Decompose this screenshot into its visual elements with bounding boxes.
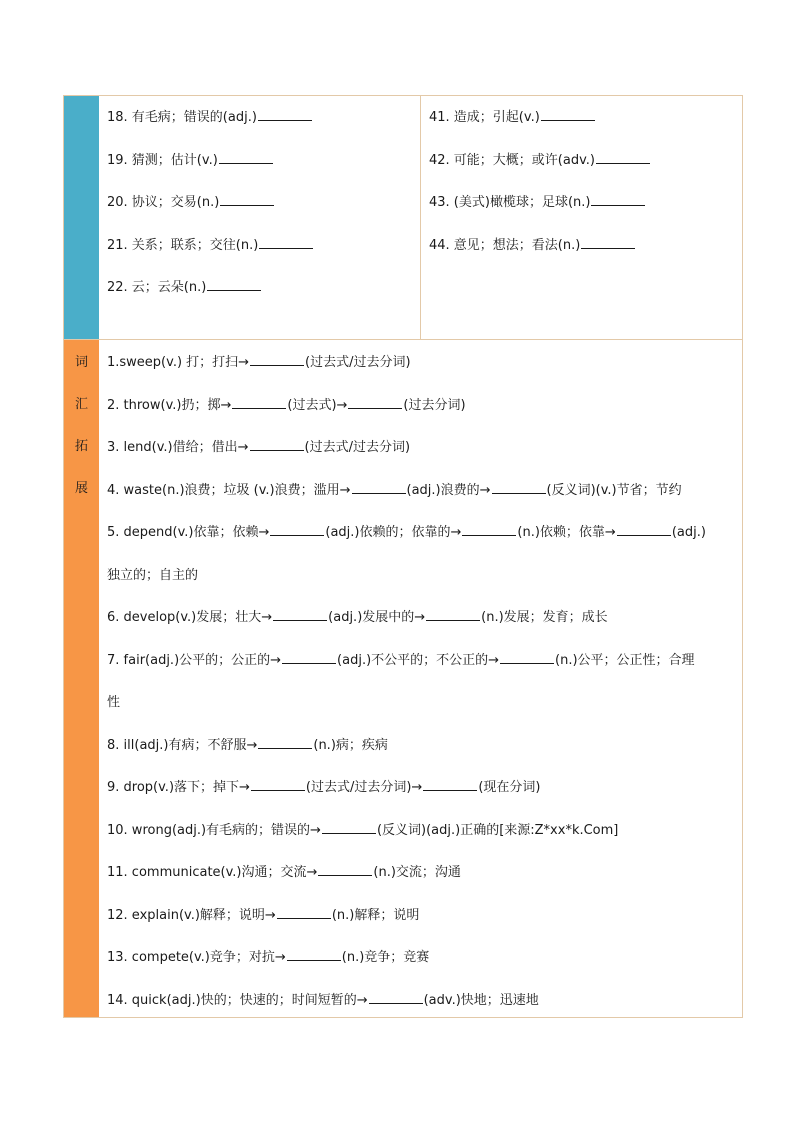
expansion-text: (n.)交流；沟通 xyxy=(373,865,461,880)
answer-blank[interactable] xyxy=(617,523,671,536)
answer-blank[interactable] xyxy=(318,863,372,876)
answer-blank[interactable] xyxy=(369,991,423,1004)
vocab-item xyxy=(429,225,742,268)
expansion-text: (过去式/过去分词) xyxy=(305,355,411,370)
expansion-text: 1.sweep(v.) 打；打扫→ xyxy=(107,355,250,370)
answer-blank[interactable] xyxy=(541,108,595,121)
expansion-text: 13. compete(v.)竞争；对抗→ xyxy=(107,950,286,965)
answer-blank[interactable] xyxy=(258,108,312,121)
expansion-text: (n.)病；疾病 xyxy=(313,737,388,753)
expansion-text: (现在分词) xyxy=(478,780,541,795)
vocab-item-text: 18. 有毛病；错误的(adj.) xyxy=(107,110,257,125)
vocab-item-text: 20. 协议；交易(n.) xyxy=(107,195,220,210)
answer-blank[interactable] xyxy=(219,151,273,164)
vocab-item xyxy=(107,267,420,310)
expansion-text: (过去式/过去分词)→ xyxy=(305,780,423,795)
vocab-item xyxy=(107,140,420,183)
answer-blank[interactable] xyxy=(581,236,635,249)
answer-blank[interactable] xyxy=(352,481,406,494)
expansion-text: 3. lend(v.)借给；借出→ xyxy=(107,440,249,455)
answer-blank[interactable] xyxy=(258,736,312,749)
expansion-line xyxy=(107,512,734,555)
vocab-item-text: 43. (美式)橄榄球；足球(n.) xyxy=(429,195,591,210)
expansion-row xyxy=(63,340,743,1018)
expansion-text: 性 xyxy=(107,695,121,710)
vocab-left-column xyxy=(99,96,420,339)
answer-blank[interactable] xyxy=(426,608,480,621)
expansion-list xyxy=(99,340,742,1017)
answer-blank[interactable] xyxy=(259,236,313,249)
answer-blank[interactable] xyxy=(270,523,324,536)
vocab-item-text: 21. 关系；联系；交往(n.) xyxy=(107,237,259,253)
expansion-text: (过去分词) xyxy=(403,397,466,413)
vocab-item-text: 22. 云；云朵(n.) xyxy=(107,280,207,295)
vocab-row xyxy=(63,95,743,340)
answer-blank[interactable] xyxy=(591,193,645,206)
expansion-text: (过去式/过去分词) xyxy=(304,440,411,455)
expansion-text: 14. quick(adj.)快的；快速的；时间短暂的→ xyxy=(107,992,368,1008)
section-label-vocab-expansion xyxy=(64,340,99,1017)
expansion-text: (过去式)→ xyxy=(287,397,348,413)
expansion-text: (n.)竞争；竞赛 xyxy=(341,950,430,965)
expansion-text: (adj.)依赖的；依靠的→ xyxy=(325,525,462,540)
answer-blank[interactable] xyxy=(207,278,261,291)
answer-blank[interactable] xyxy=(423,778,477,791)
expansion-text: 12. explain(v.)解释；说明→ xyxy=(107,907,276,923)
expansion-line xyxy=(107,555,734,598)
answer-blank[interactable] xyxy=(220,193,274,206)
vocab-item xyxy=(429,97,742,140)
answer-blank[interactable] xyxy=(596,151,650,164)
expansion-text: (n.)发展；发育；成长 xyxy=(481,610,608,625)
expansion-line xyxy=(107,597,734,640)
expansion-line xyxy=(107,980,734,1023)
expansion-text: (adj.)浪费的→ xyxy=(406,482,491,498)
answer-blank[interactable] xyxy=(232,396,286,409)
expansion-line xyxy=(107,385,734,428)
expansion-line xyxy=(107,725,734,768)
expansion-text: (反义词)(adj.)正确的[来源:Z*xx*k.Com] xyxy=(376,822,619,838)
expansion-text: (adj.)发展中的→ xyxy=(328,610,426,625)
expansion-text: 5. depend(v.)依靠；依赖→ xyxy=(107,525,270,540)
expansion-text: (n.)公平；公正性；合理 xyxy=(555,652,695,668)
expansion-line xyxy=(107,682,734,725)
label-char: 汇 xyxy=(74,397,88,412)
answer-blank[interactable] xyxy=(250,353,304,366)
expansion-line xyxy=(107,937,734,980)
expansion-line xyxy=(107,470,734,513)
answer-blank[interactable] xyxy=(462,523,516,536)
expansion-line xyxy=(107,810,734,853)
expansion-text: 2. throw(v.)扔；掷→ xyxy=(107,397,232,413)
expansion-text: (adj.) xyxy=(671,525,706,540)
label-char: 展 xyxy=(74,481,88,496)
expansion-text: (adj.)不公平的；不公正的→ xyxy=(337,652,500,668)
expansion-text: 11. communicate(v.)沟通；交流→ xyxy=(107,865,318,880)
label-char: 词 xyxy=(74,355,88,370)
expansion-text: (反义词)(v.)节省；节约 xyxy=(546,482,682,498)
vocab-item xyxy=(429,140,742,183)
expansion-text: 8. ill(adj.)有病；不舒服→ xyxy=(107,737,258,753)
vocab-item xyxy=(107,97,420,140)
expansion-line xyxy=(107,640,734,683)
answer-blank[interactable] xyxy=(277,906,331,919)
vocab-item-text: 44. 意见；想法；看法(n.) xyxy=(429,237,581,253)
expansion-text: 10. wrong(adj.)有毛病的；错误的→ xyxy=(107,822,321,838)
answer-blank[interactable] xyxy=(282,651,336,664)
expansion-text: 4. waste(n.)浪费；垃圾 (v.)浪费；滥用→ xyxy=(107,482,351,498)
expansion-text: 独立的；自主的 xyxy=(107,567,199,583)
answer-blank[interactable] xyxy=(250,438,304,451)
expansion-line xyxy=(107,767,734,810)
vocab-item xyxy=(107,182,420,225)
answer-blank[interactable] xyxy=(322,821,376,834)
expansion-line xyxy=(107,427,734,470)
answer-blank[interactable] xyxy=(348,396,402,409)
answer-blank[interactable] xyxy=(287,948,341,961)
vocab-item xyxy=(429,182,742,225)
expansion-line xyxy=(107,895,734,938)
answer-blank[interactable] xyxy=(492,481,546,494)
label-char: 拓 xyxy=(74,439,88,454)
vocab-item xyxy=(107,225,420,268)
expansion-line xyxy=(107,342,734,385)
vocab-right-column xyxy=(420,96,742,339)
vocab-item-text: 42. 可能；大概；或许(adv.) xyxy=(429,152,595,168)
expansion-text: 7. fair(adj.)公平的；公正的→ xyxy=(107,652,282,668)
answer-blank[interactable] xyxy=(500,651,554,664)
vocab-item-text: 41. 造成；引起(v.) xyxy=(429,110,540,125)
vocab-item-text: 19. 猜测；估计(v.) xyxy=(107,152,218,168)
expansion-text: 6. develop(v.)发展；壮大→ xyxy=(107,610,273,625)
expansion-text: (adv.)快地；迅速地 xyxy=(423,992,539,1008)
vocabulary-worksheet xyxy=(63,95,743,1018)
expansion-text: 9. drop(v.)落下；掉下→ xyxy=(107,780,250,795)
answer-blank[interactable] xyxy=(273,608,327,621)
answer-blank[interactable] xyxy=(251,778,305,791)
expansion-line xyxy=(107,852,734,895)
expansion-text: (n.)解释；说明 xyxy=(331,907,420,923)
expansion-text: (n.)依赖；依靠→ xyxy=(517,525,616,540)
section-color-bar xyxy=(64,96,99,339)
